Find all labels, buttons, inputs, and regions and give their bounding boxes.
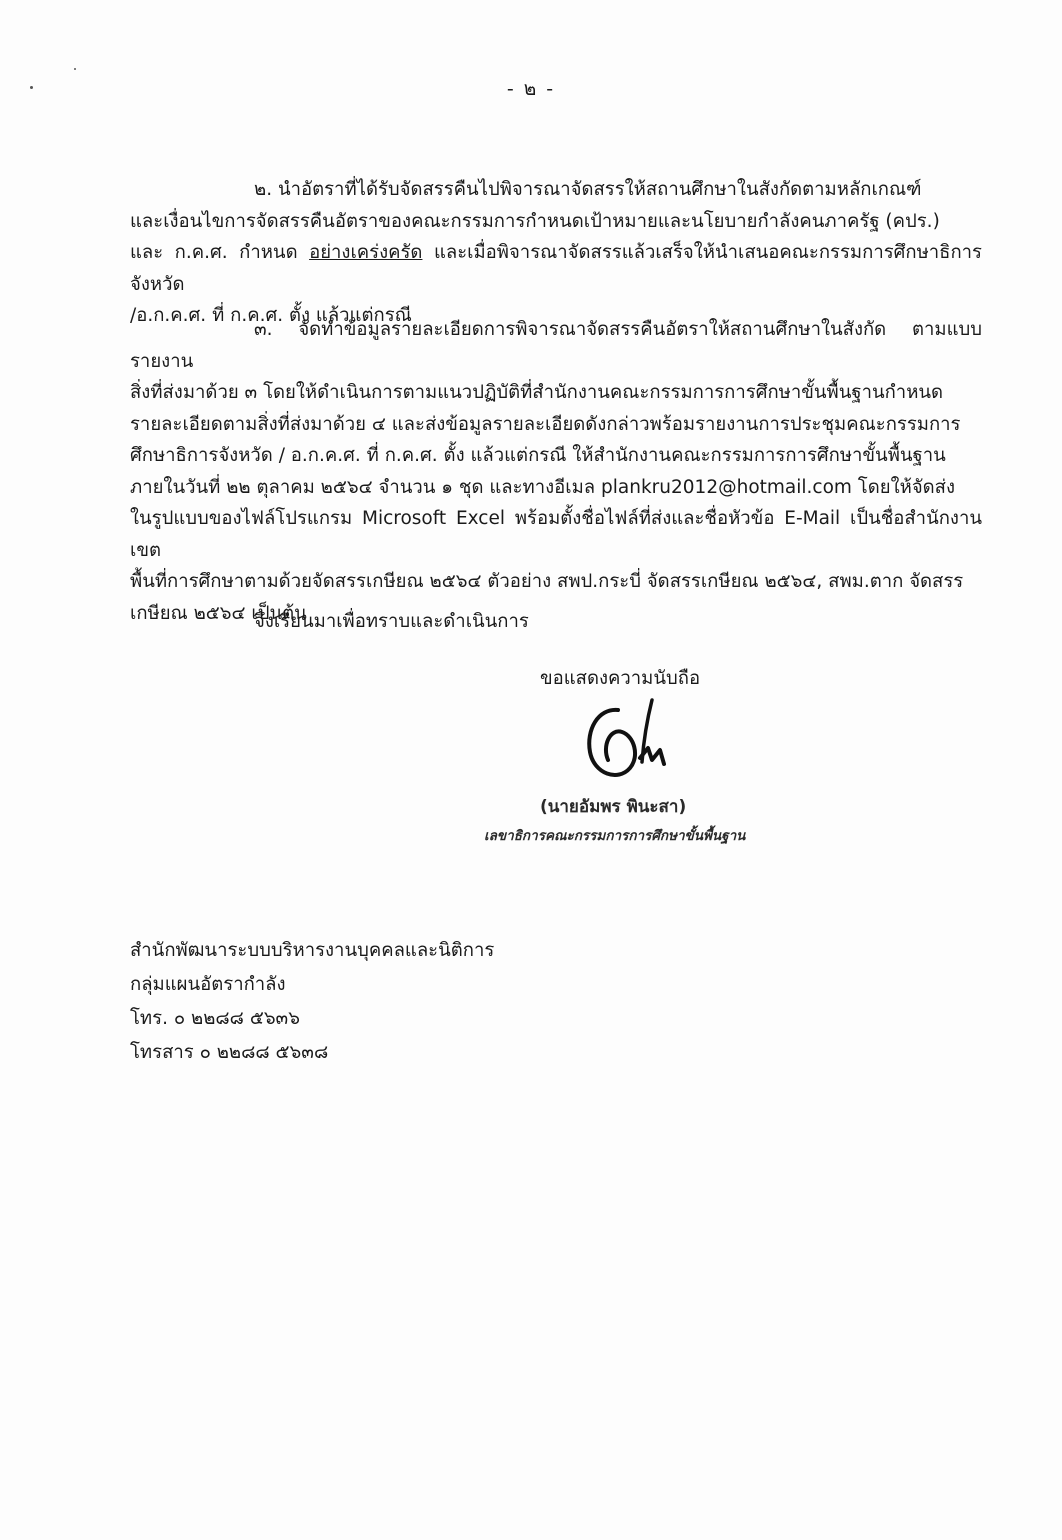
text-segment: และเมื่อพิจารณาจัดสรรแล้วเสร็จให้นำเสนอคณะกรรมการศึกษาธิการจังหวัด xyxy=(130,242,982,295)
paragraph-line: ภายในวันที่ ๒๒ ตุลาคม ๒๕๖๔ จำนวน ๑ ชุด และทางอีเมล plankru2012@hotmail.com โดยให้จัดส่ง xyxy=(130,476,955,498)
signer-title: เลขาธิการคณะกรรมการการศึกษาขั้นพื้นฐาน xyxy=(484,828,746,844)
office-department: สำนักพัฒนาระบบบริหารงานบุคคลและนิติการ xyxy=(130,940,495,961)
paragraph-line: ในรูปแบบของไฟล์โปรแกรม Microsoft Excel พร้อมตั้งชื่อไฟล์ที่ส่งและชื่อหัวข้อ E-Mail เป็นชื่อสำนักงานเขต xyxy=(130,508,982,561)
paragraph-line: ๒. นำอัตราที่ได้รับจัดสรรคืนไปพิจารณาจัดสรรให้สถานศึกษาในสังกัดตามหลักเกณฑ์ xyxy=(254,179,922,200)
paragraph-line: เกษียณ ๒๕๖๔ เป็นต้น xyxy=(130,602,307,624)
closing-line: จึงเรียนมาเพื่อทราบและดำเนินการ xyxy=(254,611,529,632)
scan-speck xyxy=(74,68,76,70)
text-segment: และ ก.ค.ศ. กำหนด xyxy=(130,242,310,263)
paragraph-2 xyxy=(130,174,982,332)
paragraph-line: ๓. จัดทำข้อมูลรายละเอียดการพิจารณาจัดสรรคืนอัตราให้สถานศึกษาในสังกัด ตามแบบรายงาน xyxy=(130,319,982,372)
office-group: กลุ่มแผนอัตรากำลัง xyxy=(130,974,286,995)
emphasized-text: อย่างเคร่งครัด xyxy=(309,242,423,263)
paragraph-line: พื้นที่การศึกษาตามด้วยจัดสรรเกษียณ ๒๕๖๔ ตัวอย่าง สพป.กระบี่ จัดสรรเกษียณ ๒๕๖๔, สพม.ตาก จัดสรร xyxy=(130,571,964,592)
signer-name: (นายอัมพร พินะสา) xyxy=(540,797,687,817)
paragraph-line: รายละเอียดตามสิ่งที่ส่งมาด้วย ๔ และส่งข้อมูลรายละเอียดดังกล่าวพร้อมรายงานการประชุมคณะกรรมการ xyxy=(130,413,961,435)
page-number: - ๒ - xyxy=(506,78,556,100)
paragraph-line: ศึกษาธิการจังหวัด / อ.ก.ค.ศ. ที่ ก.ค.ศ. ตั้ง แล้วแต่กรณี ให้สำนักงานคณะกรรมการการศึกษาขั้นพื้นฐาน xyxy=(130,445,946,466)
office-fax: โทรสาร ๐ ๒๒๘๘ ๕๖๓๘ xyxy=(130,1042,329,1063)
signature-image xyxy=(578,696,688,788)
paragraph-line: และเงื่อนไขการจัดสรรคืนอัตราของคณะกรรมการกำหนดเป้าหมายและนโยบายกำลังคนภาครัฐ (คปร.) xyxy=(130,210,940,232)
paragraph-line xyxy=(130,237,982,300)
paragraph-line: สิ่งที่ส่งมาด้วย ๓ โดยให้ดำเนินการตามแนวปฏิบัติที่สำนักงานคณะกรรมการการศึกษาขั้นพื้นฐานกำหนด xyxy=(130,382,944,403)
signoff: ขอแสดงความนับถือ xyxy=(540,668,701,689)
office-contact xyxy=(130,934,494,1070)
office-phone: โทร. ๐ ๒๒๘๘ ๕๖๓๖ xyxy=(130,1008,300,1029)
paragraph-3 xyxy=(130,314,982,629)
paragraph-line: /อ.ก.ค.ศ. ที่ ก.ค.ศ. ตั้ง แล้วแต่กรณี xyxy=(130,305,412,326)
